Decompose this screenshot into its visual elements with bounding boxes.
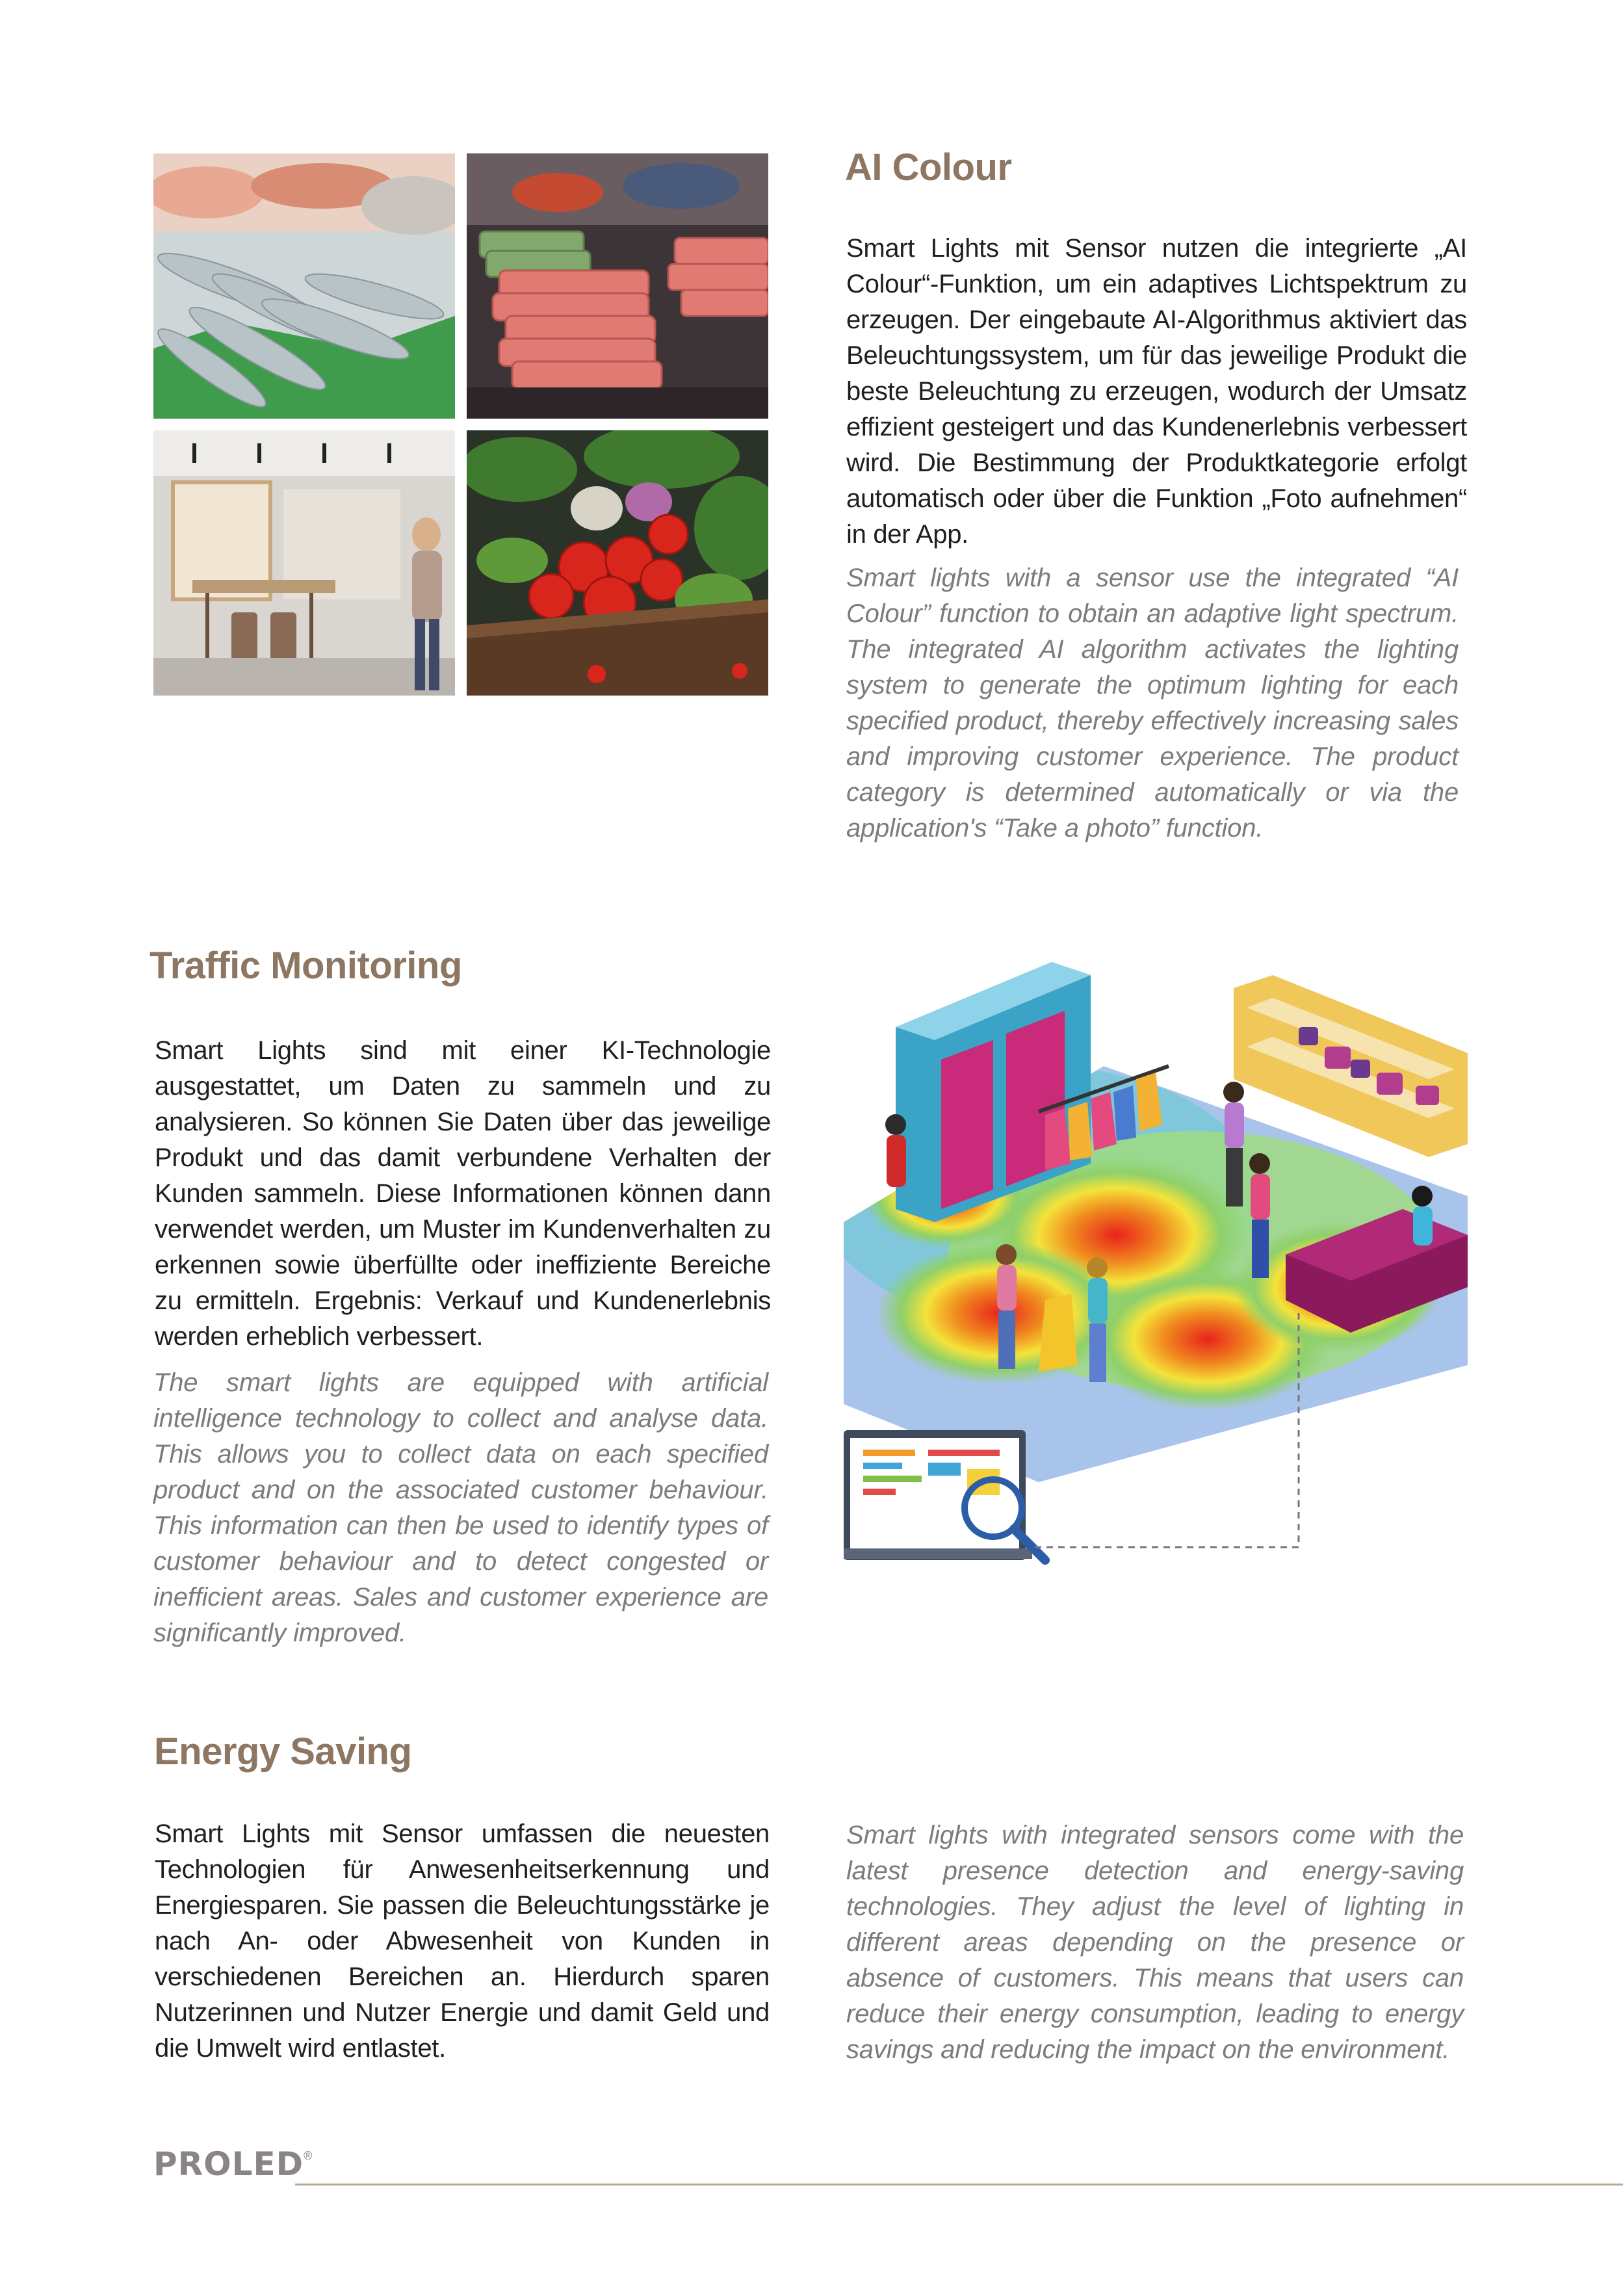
ai-colour-heading: AI Colour xyxy=(845,146,1012,189)
energy-saving-text-de: Smart Lights mit Sensor umfassen die neuesten Technologien für Anwesenheitserkennung und Energiesparen. Sie passen die Beleuchtungsstärke je nach An- oder Abwesenheit von Kunden in verschiedenen Bereichen an. Hierdurch sparen Nutzerinnen und Nutzer Energie und damit Geld und die Umwelt wird entlastet. xyxy=(155,1820,770,2063)
footer-divider xyxy=(295,2184,1623,2185)
store-heatmap-illustration xyxy=(844,949,1468,1567)
fish-market-photo xyxy=(153,153,455,419)
registered-mark: ® xyxy=(304,2149,313,2162)
energy-saving-heading: Energy Saving xyxy=(154,1730,412,1773)
traffic-monitoring-heading: Traffic Monitoring xyxy=(149,945,462,987)
proled-logo-text: PROLED xyxy=(153,2145,304,2183)
vegetables-photo xyxy=(467,430,768,696)
ai-colour-text-de: Smart Lights mit Sensor nutzen die integrierte „AI Colour“-Funktion, um ein adaptives Lichtspektrum zu erzeugen. Der eingebaute AI-Algorithmus aktiviert das Beleuchtungssystem, um für das jeweilige Produkt die beste Beleuchtung zu erzeugen, wodurch der Umsatz effizient gesteigert und das Kundenerlebnis verbessert wird. Die Bestimmung der Produktkategorie erfolgt automatisch oder über die Funktion „Foto aufnehmen“ in der App. xyxy=(846,234,1467,549)
traffic-monitoring-text-en: The smart lights are equipped with artificial intelligence technology to collect and analyse data. This allows you to collect data on each specified product and on the associated customer behaviour. This information can then be used to identify types of customer behaviour and to detect congested or inefficient areas. Sales and customer experience are significantly improved. xyxy=(153,1368,768,1647)
showroom-photo xyxy=(153,430,455,696)
clothing-store-photo xyxy=(467,153,768,419)
energy-saving-text-en: Smart lights with integrated sensors come with the latest presence detection and energy-saving technologies. They adjust the level of lighting in different areas depending on the presence or absence of customers. This means that users can reduce their energy consumption, leading to energy savings and reducing the impact on the environment. xyxy=(846,1821,1464,2064)
ai-colour-text-en: Smart lights with a sensor use the integrated “AI Colour” function to obtain an adaptive light spectrum. The integrated AI algorithm activates the lighting system to generate the optimum lighting for each specified product, thereby effectively increasing sales and improving customer experience. The product category is determined automatically or via the application's “Take a photo” function. xyxy=(846,564,1459,842)
proled-logo xyxy=(153,2145,312,2183)
traffic-monitoring-text-de: Smart Lights sind mit einer KI-Technologie ausgestattet, um Daten zu sammeln und zu analysieren. So können Sie Daten über das jeweilige Produkt und das damit verbundene Verhalten der Kunden sammeln. Diese Informationen können dann verwendet werden, um Muster im Kundenverhalten zu erkennen sowie überfüllte oder ineffiziente Bereiche zu ermitteln. Ergebnis: Verkauf und Kundenerlebnis werden erheblich verbessert. xyxy=(155,1036,771,1351)
